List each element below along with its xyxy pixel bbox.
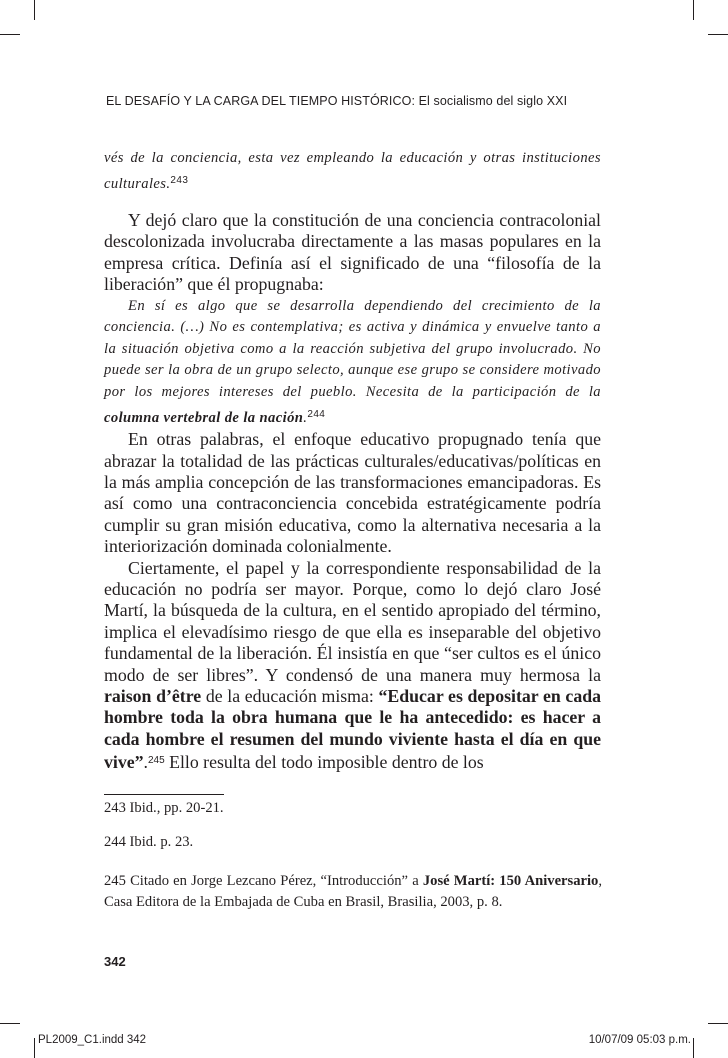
footnote-243: 243 Ibid., pp. 20-21. [104,800,224,816]
paragraph: En otras palabras, el enfoque educativo propugnado tenía que abrazar la totalidad de las prácticas culturales/educativas/políticas en la más amplia concepción de las transformaciones emancipadoras. Es así como una contraconciencia concebida estratégicamente podría cumplir su gran misión educativa, como la alternativa necesaria a la interiorización dominada colonialmente. [104,429,601,557]
body-text [104,210,601,774]
crop-mark [693,0,694,20]
crop-mark [0,1023,20,1024]
paragraph: Y dejó claro que la constitución de una conciencia contracolonial descolonizada involucraba directamente a las masas populares en la empresa crítica. Definía así el significado de una “filosofía de la liberación” que él propugnaba: [104,210,601,295]
crop-mark [0,34,20,35]
footnote-245: 245 Citado en Jorge Lezcano Pérez, “Introducción” a José Martí: 150 Aniversario, Casa Editora de la Embajada de Cuba en Brasil, Brasilia, 2003, p. 8. [104,873,602,910]
crop-mark [708,34,728,35]
slug-file: PL2009_C1.indd 342 [38,1034,147,1046]
slug-date: 10/07/09 05:03 p.m. [588,1034,691,1046]
crop-mark [708,1023,728,1024]
crop-mark [693,1038,694,1058]
footnote-ref[interactable]: 244 [307,408,326,420]
crop-mark [34,1038,35,1058]
footnote-ref[interactable]: 245 [147,755,165,767]
footnote-244: 244 Ibid. p. 23. [104,834,194,850]
block-quote: En sí es algo que se desarrolla dependiendo del crecimiento de la conciencia. (…) No es contemplativa; es activa y dinámica y envuelve tanto a la situación objetiva como a la reacción subjetiva del grupo involucrado. No puede ser la obra de un grupo selecto, aunque ese grupo se considere motivado por los mejores intereses del pueblo. Necesita de la participación de la columna vertebral de la nación.$^{244}$ [104,297,601,426]
footnote-ref[interactable]: 243 [170,174,189,186]
continuation-block [104,148,601,195]
running-header: EL DESAFÍO Y LA CARGA DEL TIEMPO HISTÓRICO: El socialismo del siglo XXI [106,94,568,108]
page-number: 342 [104,954,126,969]
footnote-divider [104,794,224,795]
quote-continuation: vés de la conciencia, esta vez empleando la educación y otras instituciones culturales.$^{243}$ [104,150,601,192]
crop-mark [34,0,35,20]
paragraph: Ciertamente, el papel y la correspondiente responsabilidad de la educación no podría ser mayor. Porque, como lo dejó claro José Martí, la búsqueda de la cultura, en el sentido apropiado del término, implica el elevadísimo riesgo de que ella es inseparable del objetivo fundamental de la liberación. Él insistía en que “ser cultos es el único modo de ser libres”. Y condensó de una manera muy hermosa la raison d’être de la educación misma: “Educar es depositar en cada hombre toda la obra humana que le ha antecedido: es hacer a cada hombre el resumen del mundo viviente hasta el día en que vive”.$^{245}$ Ello resulta del todo imposible dentro de los [104,557,601,773]
